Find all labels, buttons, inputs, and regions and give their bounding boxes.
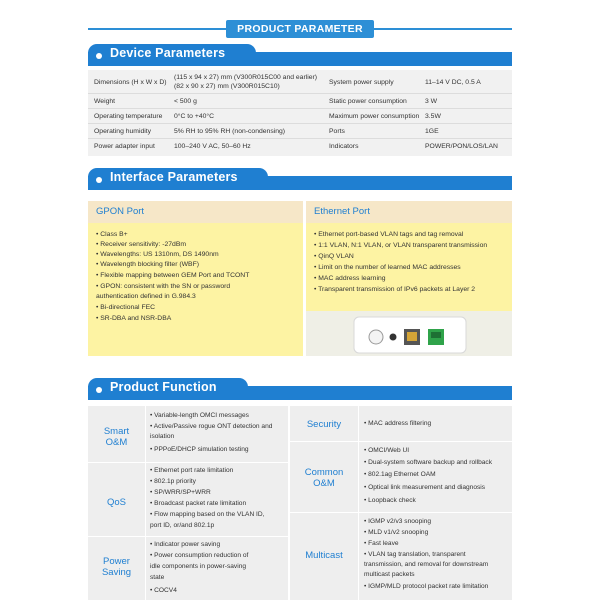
product-function-table [88, 406, 512, 600]
param-value: (115 x 94 x 27) mm (V300R015C00 and earlier) [174, 74, 318, 81]
product-function-header [88, 378, 512, 400]
list-item: • Limit on the number of learned MAC addresses [314, 264, 461, 271]
multicast-label: Multicast [305, 550, 343, 561]
param-label: Static power consumption [329, 98, 407, 105]
param-label: Weight [94, 98, 116, 105]
list-item: • Class B+ [96, 231, 128, 238]
section-title: Interface Parameters [110, 170, 238, 184]
list-item: • 802.1ag Ethernet OAM [364, 471, 436, 478]
cloud-icon [96, 387, 102, 393]
param-label: Dimensions (H x W x D) [94, 79, 167, 86]
section-title: Product Function [110, 380, 217, 394]
param-label: Operating temperature [94, 113, 163, 120]
list-item: • Optical link measurement and diagnosis [364, 484, 486, 491]
list-item: • Ethernet port-based VLAN tags and tag removal [314, 231, 464, 238]
list-item: state [150, 574, 165, 581]
list-item: • Ethernet port rate limitation [150, 467, 234, 474]
device-parameters-table [88, 70, 512, 156]
list-item: multicast packets [364, 571, 415, 578]
param-value: 0°C to +40°C [174, 113, 215, 120]
list-item: • MAC address filtering [364, 420, 432, 427]
section-title: Device Parameters [110, 46, 226, 60]
param-value: 5% RH to 95% RH (non-condensing) [174, 128, 286, 135]
list-item: • IGMP/MLD protocol packet rate limitation [364, 583, 489, 590]
list-item: port ID, or/and 802.1p [150, 522, 215, 529]
param-label: Operating humidity [94, 128, 152, 135]
list-item: • QinQ VLAN [314, 253, 354, 260]
top-banner [0, 18, 600, 40]
list-item: isolation [150, 433, 175, 440]
security-label: Security [306, 419, 342, 430]
ethernet-port-heading: Ethernet Port [306, 201, 512, 223]
table-row [88, 139, 512, 156]
param-value: 3 W [425, 98, 438, 105]
power-saving-label: Power Saving [101, 556, 132, 578]
param-label: Ports [329, 128, 345, 135]
list-item: • OMCI/Web UI [364, 447, 410, 454]
gpon-port-panel [88, 201, 303, 356]
param-value: < 500 g [174, 98, 197, 105]
interface-parameters-header [88, 168, 512, 190]
list-item: • Broadcast packet rate limitation [150, 500, 247, 507]
cloud-icon [96, 177, 102, 183]
list-item: • Fast leave [364, 540, 399, 547]
list-item: transmission, and removal for downstream [364, 561, 489, 568]
param-value: 100–240 V AC, 50–60 Hz [174, 143, 251, 150]
list-item: • 1:1 VLAN, N:1 VLAN, or VLAN transparent transmission [314, 242, 488, 249]
list-item: • Indicator power saving [150, 541, 221, 548]
device-parameters-header [88, 44, 512, 66]
list-item: • Loopback check [364, 497, 416, 504]
param-label: System power supply [329, 79, 394, 86]
list-item: • PPPoE/DHCP simulation testing [150, 446, 249, 453]
list-item: • 802.1p priority [150, 478, 196, 485]
list-item: • COCV4 [150, 587, 177, 594]
list-item: • IGMP v2/v3 snooping [364, 518, 432, 525]
table-row [88, 124, 512, 139]
list-item: idle components in power-saving [150, 563, 247, 570]
list-item: • Flow mapping based on the VLAN ID, [150, 511, 265, 518]
param-value: 1GE [425, 128, 439, 135]
list-item: • Dual-system software backup and rollback [364, 459, 493, 466]
list-item: • Transparent transmission of IPv6 packets at Layer 2 [314, 286, 476, 293]
list-item: • Wavelength blocking filter (WBF) [96, 261, 199, 268]
ont-device-image [306, 311, 512, 356]
table-row [88, 109, 512, 124]
list-item: • Variable-length OMCI messages [150, 412, 249, 419]
smart-om-label: Smart O&M [103, 426, 130, 448]
table-row [88, 70, 512, 94]
param-value: (82 x 90 x 27) mm (V300R015C10) [174, 83, 280, 90]
list-item: authentication defined in G.984.3 [96, 293, 196, 300]
list-item: • SR-DBA and NSR-DBA [96, 315, 172, 322]
list-item: • VLAN tag translation, transparent [364, 551, 466, 558]
cloud-icon [96, 53, 102, 59]
list-item: • Active/Passive rogue ONT detection and [150, 423, 273, 430]
banner-title: PRODUCT PARAMETER [226, 20, 374, 38]
list-item: • SP/WRR/SP+WRR [150, 489, 211, 496]
list-item: • Flexible mapping between GEM Port and TCONT [96, 272, 250, 279]
param-value: 11–14 V DC, 0.5 A [425, 79, 481, 86]
param-label: Indicators [329, 143, 359, 150]
ethernet-port-panel [306, 201, 512, 311]
param-value: POWER/PON/LOS/LAN [425, 143, 498, 150]
list-item: • GPON: consistent with the SN or password [96, 283, 231, 290]
list-item: • Power consumption reduction of [150, 552, 249, 559]
param-label: Maximum power consumption [329, 113, 420, 120]
list-item: • Wavelengths: US 1310nm, DS 1490nm [96, 251, 219, 258]
qos-label: QoS [106, 497, 126, 508]
table-row [88, 94, 512, 109]
list-item: • Receiver sensitivity: -27dBm [96, 241, 187, 248]
param-value: 3.5W [425, 113, 441, 120]
param-label: Power adapter input [94, 143, 155, 150]
list-item: • Bi-directional FEC [96, 304, 156, 311]
list-item: • MAC address learning [314, 275, 386, 282]
list-item: • MLD v1/v2 snooping [364, 529, 429, 536]
common-om-label: Common O&M [304, 467, 344, 489]
gpon-port-heading: GPON Port [88, 201, 303, 223]
